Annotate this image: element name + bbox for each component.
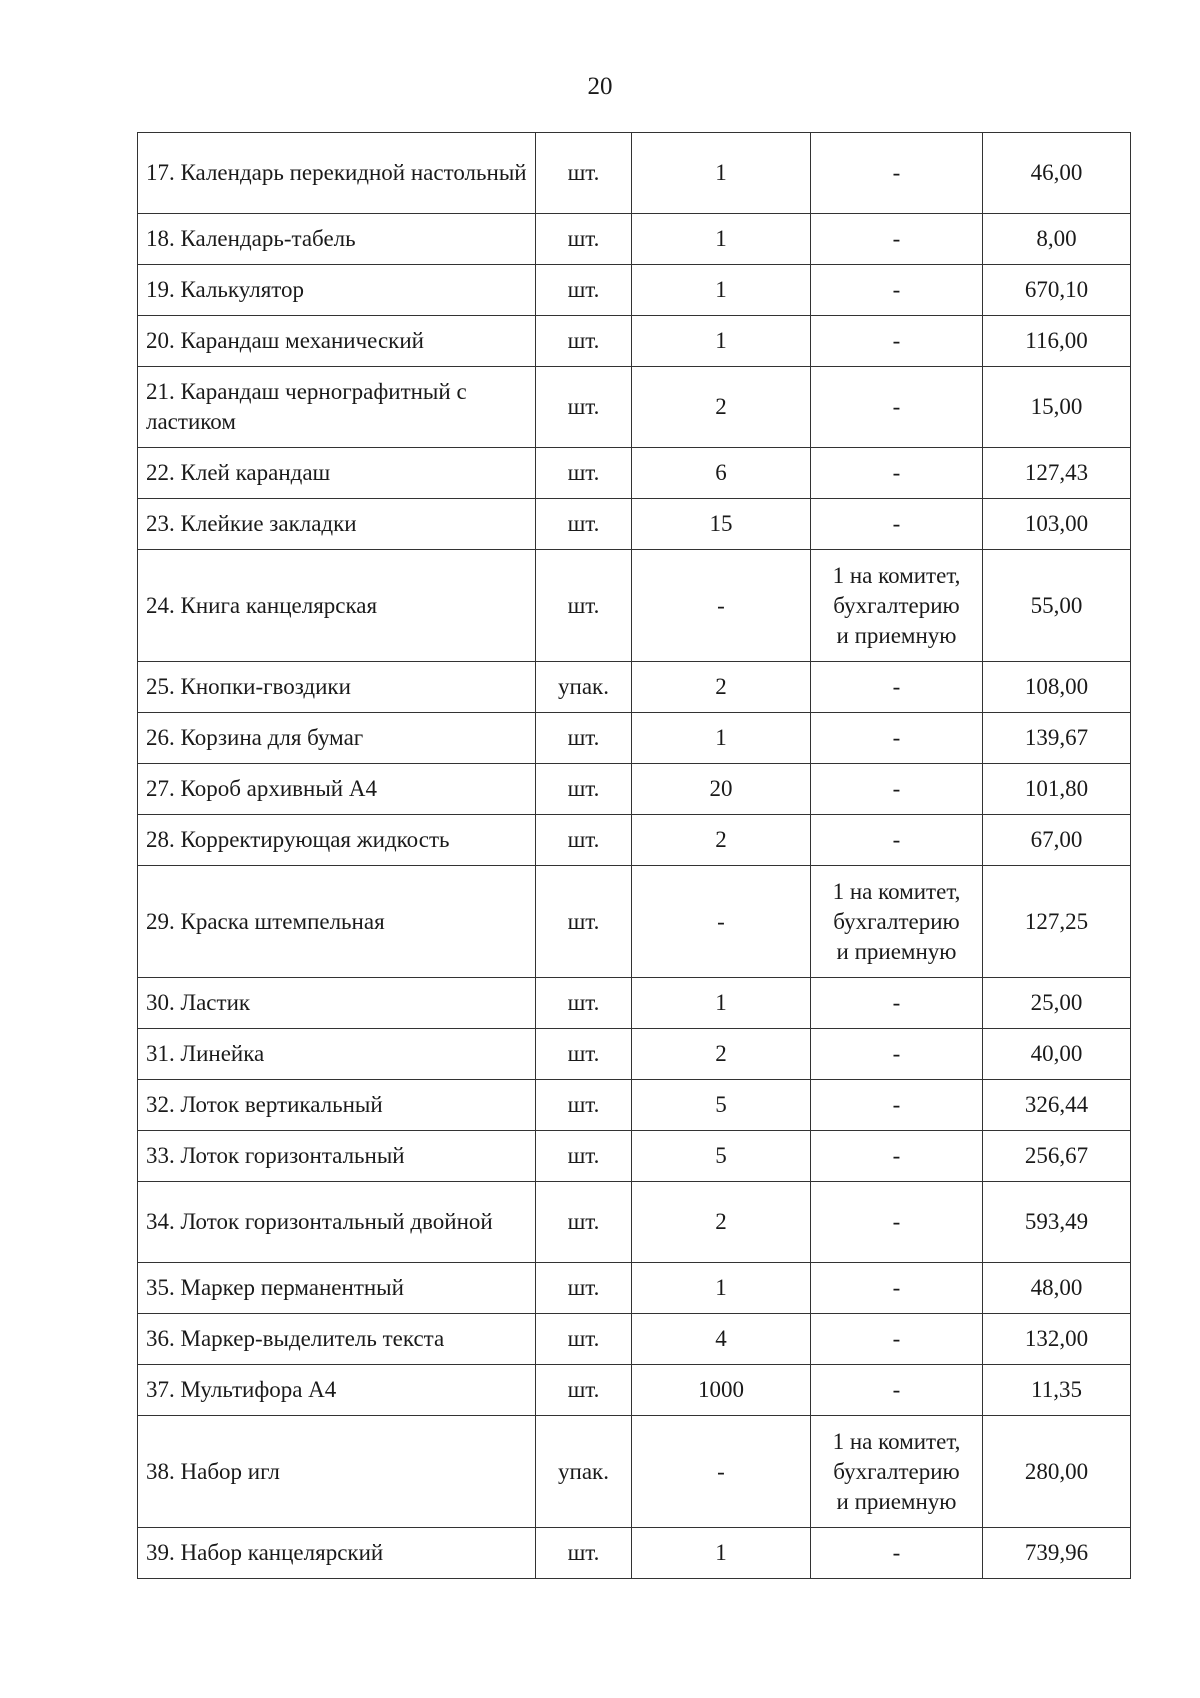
- item-name-cell: 38. Набор игл: [138, 1416, 536, 1528]
- note-cell: 1 на комитет, бухгалтерию и приемную: [811, 550, 983, 662]
- quantity-cell: 6: [632, 448, 811, 499]
- quantity-cell: 1000: [632, 1365, 811, 1416]
- item-name-cell: 25. Кнопки-гвоздики: [138, 662, 536, 713]
- table-row: [138, 764, 1131, 815]
- quantity-cell: 2: [632, 367, 811, 448]
- item-name-cell: 32. Лоток вертикальный: [138, 1080, 536, 1131]
- table-row: [138, 978, 1131, 1029]
- table-body: [138, 133, 1131, 1579]
- table-row: [138, 815, 1131, 866]
- quantity-cell: 2: [632, 815, 811, 866]
- table-row: [138, 1029, 1131, 1080]
- item-name-cell: 24. Книга канцелярская: [138, 550, 536, 662]
- table-row: [138, 316, 1131, 367]
- table-row: [138, 1263, 1131, 1314]
- price-cell: 739,96: [983, 1528, 1131, 1579]
- unit-cell: шт.: [536, 978, 632, 1029]
- unit-cell: шт.: [536, 448, 632, 499]
- price-cell: 103,00: [983, 499, 1131, 550]
- item-name-cell: 22. Клей карандаш: [138, 448, 536, 499]
- item-name-cell: 19. Калькулятор: [138, 265, 536, 316]
- note-cell: 1 на комитет, бухгалтерию и приемную: [811, 866, 983, 978]
- unit-cell: шт.: [536, 764, 632, 815]
- quantity-cell: 1: [632, 713, 811, 764]
- table-row: [138, 713, 1131, 764]
- note-cell: -: [811, 1528, 983, 1579]
- quantity-cell: 5: [632, 1131, 811, 1182]
- item-name-cell: 28. Корректирующая жидкость: [138, 815, 536, 866]
- supplies-table: [137, 132, 1131, 1579]
- quantity-cell: -: [632, 866, 811, 978]
- note-cell: -: [811, 133, 983, 214]
- quantity-cell: 1: [632, 214, 811, 265]
- note-cell: -: [811, 662, 983, 713]
- price-cell: 40,00: [983, 1029, 1131, 1080]
- quantity-cell: 4: [632, 1314, 811, 1365]
- note-cell: -: [811, 815, 983, 866]
- unit-cell: шт.: [536, 550, 632, 662]
- table-row: [138, 1182, 1131, 1263]
- note-cell: -: [811, 1080, 983, 1131]
- item-name-cell: 34. Лоток горизонтальный двойной: [138, 1182, 536, 1263]
- price-cell: 127,25: [983, 866, 1131, 978]
- quantity-cell: 1: [632, 316, 811, 367]
- price-cell: 48,00: [983, 1263, 1131, 1314]
- unit-cell: шт.: [536, 133, 632, 214]
- table-row: [138, 1080, 1131, 1131]
- unit-cell: шт.: [536, 367, 632, 448]
- note-cell: -: [811, 265, 983, 316]
- price-cell: 593,49: [983, 1182, 1131, 1263]
- price-cell: 280,00: [983, 1416, 1131, 1528]
- price-cell: 326,44: [983, 1080, 1131, 1131]
- note-cell: -: [811, 978, 983, 1029]
- item-name-cell: 30. Ластик: [138, 978, 536, 1029]
- unit-cell: шт.: [536, 1365, 632, 1416]
- note-cell: -: [811, 764, 983, 815]
- quantity-cell: 15: [632, 499, 811, 550]
- note-cell: -: [811, 1314, 983, 1365]
- table-row: [138, 866, 1131, 978]
- item-name-cell: 18. Календарь-табель: [138, 214, 536, 265]
- unit-cell: шт.: [536, 1314, 632, 1365]
- price-cell: 101,80: [983, 764, 1131, 815]
- quantity-cell: 20: [632, 764, 811, 815]
- table-row: [138, 448, 1131, 499]
- table-row: [138, 214, 1131, 265]
- item-name-cell: 36. Маркер-выделитель текста: [138, 1314, 536, 1365]
- table-row: [138, 1416, 1131, 1528]
- price-cell: 8,00: [983, 214, 1131, 265]
- table-row: [138, 1131, 1131, 1182]
- price-cell: 132,00: [983, 1314, 1131, 1365]
- item-name-cell: 20. Карандаш механический: [138, 316, 536, 367]
- unit-cell: шт.: [536, 265, 632, 316]
- item-name-cell: 29. Краска штемпельная: [138, 866, 536, 978]
- table-row: [138, 499, 1131, 550]
- quantity-cell: 2: [632, 1029, 811, 1080]
- note-cell: -: [811, 448, 983, 499]
- table-row: [138, 133, 1131, 214]
- note-cell: 1 на комитет, бухгалтерию и приемную: [811, 1416, 983, 1528]
- item-name-cell: 17. Календарь перекидной настольный: [138, 133, 536, 214]
- unit-cell: шт.: [536, 1080, 632, 1131]
- unit-cell: шт.: [536, 1182, 632, 1263]
- quantity-cell: 1: [632, 133, 811, 214]
- note-cell: -: [811, 367, 983, 448]
- price-cell: 55,00: [983, 550, 1131, 662]
- page-number: 20: [587, 73, 613, 100]
- unit-cell: шт.: [536, 499, 632, 550]
- price-cell: 108,00: [983, 662, 1131, 713]
- quantity-cell: 1: [632, 978, 811, 1029]
- unit-cell: упак.: [536, 1416, 632, 1528]
- price-cell: 11,35: [983, 1365, 1131, 1416]
- price-cell: 25,00: [983, 978, 1131, 1029]
- unit-cell: шт.: [536, 214, 632, 265]
- unit-cell: шт.: [536, 316, 632, 367]
- unit-cell: шт.: [536, 713, 632, 764]
- price-cell: 670,10: [983, 265, 1131, 316]
- table-row: [138, 550, 1131, 662]
- item-name-cell: 23. Клейкие закладки: [138, 499, 536, 550]
- table-row: [138, 1528, 1131, 1579]
- price-cell: 67,00: [983, 815, 1131, 866]
- unit-cell: шт.: [536, 1131, 632, 1182]
- item-name-cell: 35. Маркер перманентный: [138, 1263, 536, 1314]
- unit-cell: упак.: [536, 662, 632, 713]
- price-cell: 116,00: [983, 316, 1131, 367]
- price-cell: 139,67: [983, 713, 1131, 764]
- unit-cell: шт.: [536, 1263, 632, 1314]
- unit-cell: шт.: [536, 866, 632, 978]
- quantity-cell: 1: [632, 265, 811, 316]
- item-name-cell: 21. Карандаш чернографитный с ластиком: [138, 367, 536, 448]
- unit-cell: шт.: [536, 1029, 632, 1080]
- quantity-cell: 5: [632, 1080, 811, 1131]
- table-row: [138, 662, 1131, 713]
- item-name-cell: 39. Набор канцелярский: [138, 1528, 536, 1579]
- table-row: [138, 1314, 1131, 1365]
- quantity-cell: -: [632, 550, 811, 662]
- table-row: [138, 1365, 1131, 1416]
- note-cell: -: [811, 1365, 983, 1416]
- quantity-cell: 1: [632, 1263, 811, 1314]
- unit-cell: шт.: [536, 1528, 632, 1579]
- price-cell: 46,00: [983, 133, 1131, 214]
- quantity-cell: -: [632, 1416, 811, 1528]
- note-cell: -: [811, 316, 983, 367]
- unit-cell: шт.: [536, 815, 632, 866]
- price-cell: 15,00: [983, 367, 1131, 448]
- item-name-cell: 33. Лоток горизонтальный: [138, 1131, 536, 1182]
- quantity-cell: 1: [632, 1528, 811, 1579]
- item-name-cell: 26. Корзина для бумаг: [138, 713, 536, 764]
- note-cell: -: [811, 499, 983, 550]
- table-row: [138, 367, 1131, 448]
- note-cell: -: [811, 1029, 983, 1080]
- note-cell: -: [811, 214, 983, 265]
- item-name-cell: 27. Короб архивный А4: [138, 764, 536, 815]
- note-cell: -: [811, 1182, 983, 1263]
- price-cell: 127,43: [983, 448, 1131, 499]
- item-name-cell: 37. Мультифора А4: [138, 1365, 536, 1416]
- price-cell: 256,67: [983, 1131, 1131, 1182]
- note-cell: -: [811, 713, 983, 764]
- item-name-cell: 31. Линейка: [138, 1029, 536, 1080]
- note-cell: -: [811, 1131, 983, 1182]
- note-cell: -: [811, 1263, 983, 1314]
- quantity-cell: 2: [632, 1182, 811, 1263]
- quantity-cell: 2: [632, 662, 811, 713]
- table-row: [138, 265, 1131, 316]
